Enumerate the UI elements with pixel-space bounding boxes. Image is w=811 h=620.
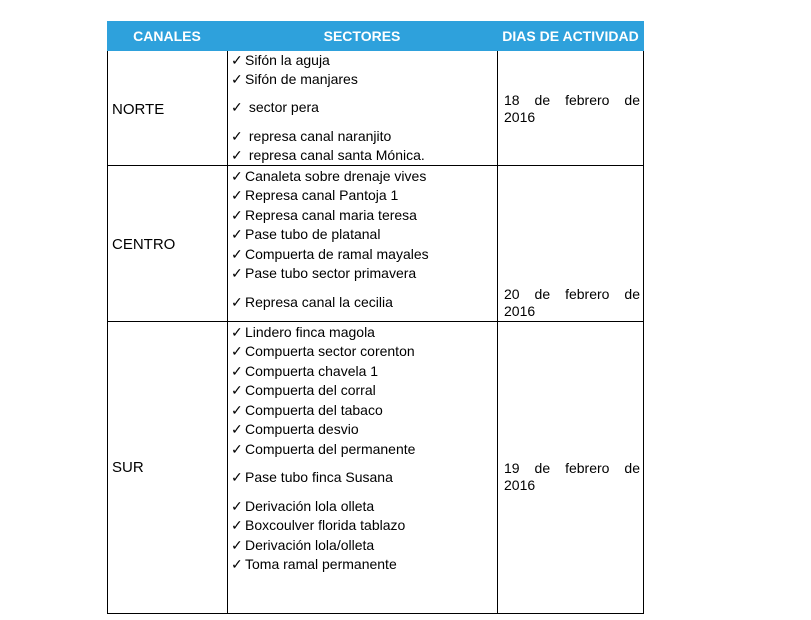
sector-item: ✓ Compuerta de ramal mayales	[231, 246, 429, 262]
check-icon: ✓	[231, 246, 243, 262]
check-icon: ✓	[231, 71, 243, 87]
sector-item: ✓ Derivación lola olleta	[231, 498, 375, 514]
table-border-left	[107, 51, 108, 614]
check-icon: ✓	[231, 294, 243, 310]
sector-item: ✓ Derivación lola/olleta	[231, 537, 375, 553]
check-icon: ✓	[231, 537, 243, 553]
sector-item: ✓ sector pera	[231, 99, 319, 115]
check-icon: ✓	[231, 52, 243, 68]
check-icon: ✓	[231, 556, 243, 572]
sector-item: ✓ Pase tubo finca Susana	[231, 469, 393, 485]
header-canales: CANALES	[133, 28, 201, 44]
check-icon: ✓	[231, 441, 243, 457]
sector-item: ✓ Lindero finca magola	[231, 324, 375, 340]
check-icon: ✓	[231, 226, 243, 242]
check-icon: ✓	[231, 343, 243, 359]
sector-item: ✓ Compuerta desvio	[231, 421, 359, 437]
check-icon: ✓	[231, 517, 243, 533]
sector-item: ✓ Compuerta chavela 1	[231, 363, 379, 379]
sector-item: ✓ represa canal naranjito	[231, 128, 392, 144]
header-sectores: SECTORES	[323, 28, 401, 44]
table-border-bottom	[107, 613, 644, 614]
sector-item: ✓ Represa canal Pantoja 1	[231, 187, 399, 203]
sector-item: ✓ Represa canal la cecilia	[231, 294, 393, 310]
check-icon: ✓	[231, 498, 243, 514]
header-dias: DIAS DE ACTIVIDAD	[502, 28, 639, 44]
sector-item: ✓ represa canal santa Mónica.	[231, 147, 425, 163]
sector-item: ✓ Compuerta del tabaco	[231, 402, 383, 418]
check-icon: ✓	[231, 363, 243, 379]
check-icon: ✓	[231, 207, 243, 223]
canal-label: SUR	[112, 459, 144, 476]
check-icon: ✓	[231, 469, 243, 485]
activity-date: 18 de febrero de 2016	[504, 92, 640, 125]
row-divider	[107, 321, 644, 322]
table-border-right	[643, 51, 644, 614]
sector-item: ✓ Compuerta del corral	[231, 382, 376, 398]
check-icon: ✓	[231, 168, 243, 184]
canal-label: CENTRO	[112, 236, 176, 253]
sector-item: ✓ Canaleta sobre drenaje vives	[231, 168, 427, 184]
check-icon: ✓	[231, 147, 243, 163]
column-divider	[497, 51, 498, 614]
row-divider	[107, 165, 644, 166]
activity-date: 20 de febrero de 2016	[504, 286, 640, 319]
sector-item: ✓ Pase tubo de platanal	[231, 226, 381, 242]
check-icon: ✓	[231, 99, 243, 115]
check-icon: ✓	[231, 265, 243, 281]
sector-item: ✓ Sifón la aguja	[231, 52, 330, 68]
activity-date: 19 de febrero de 2016	[504, 460, 640, 493]
check-icon: ✓	[231, 421, 243, 437]
activity-table	[107, 21, 644, 614]
check-icon: ✓	[231, 187, 243, 203]
check-icon: ✓	[231, 324, 243, 340]
sector-item: ✓ Pase tubo sector primavera	[231, 265, 417, 281]
check-icon: ✓	[231, 382, 243, 398]
sector-item: ✓ Toma ramal permanente	[231, 556, 397, 572]
sector-item: ✓ Compuerta del permanente	[231, 441, 416, 457]
sector-item: ✓ Boxcoulver florida tablazo	[231, 517, 406, 533]
sector-item: ✓ Compuerta sector corenton	[231, 343, 415, 359]
canal-label: NORTE	[112, 101, 165, 118]
column-divider	[227, 51, 228, 614]
sector-item: ✓ Sifón de manjares	[231, 71, 358, 87]
check-icon: ✓	[231, 402, 243, 418]
sector-item: ✓ Represa canal maria teresa	[231, 207, 417, 223]
check-icon: ✓	[231, 128, 243, 144]
table-header	[107, 21, 644, 51]
